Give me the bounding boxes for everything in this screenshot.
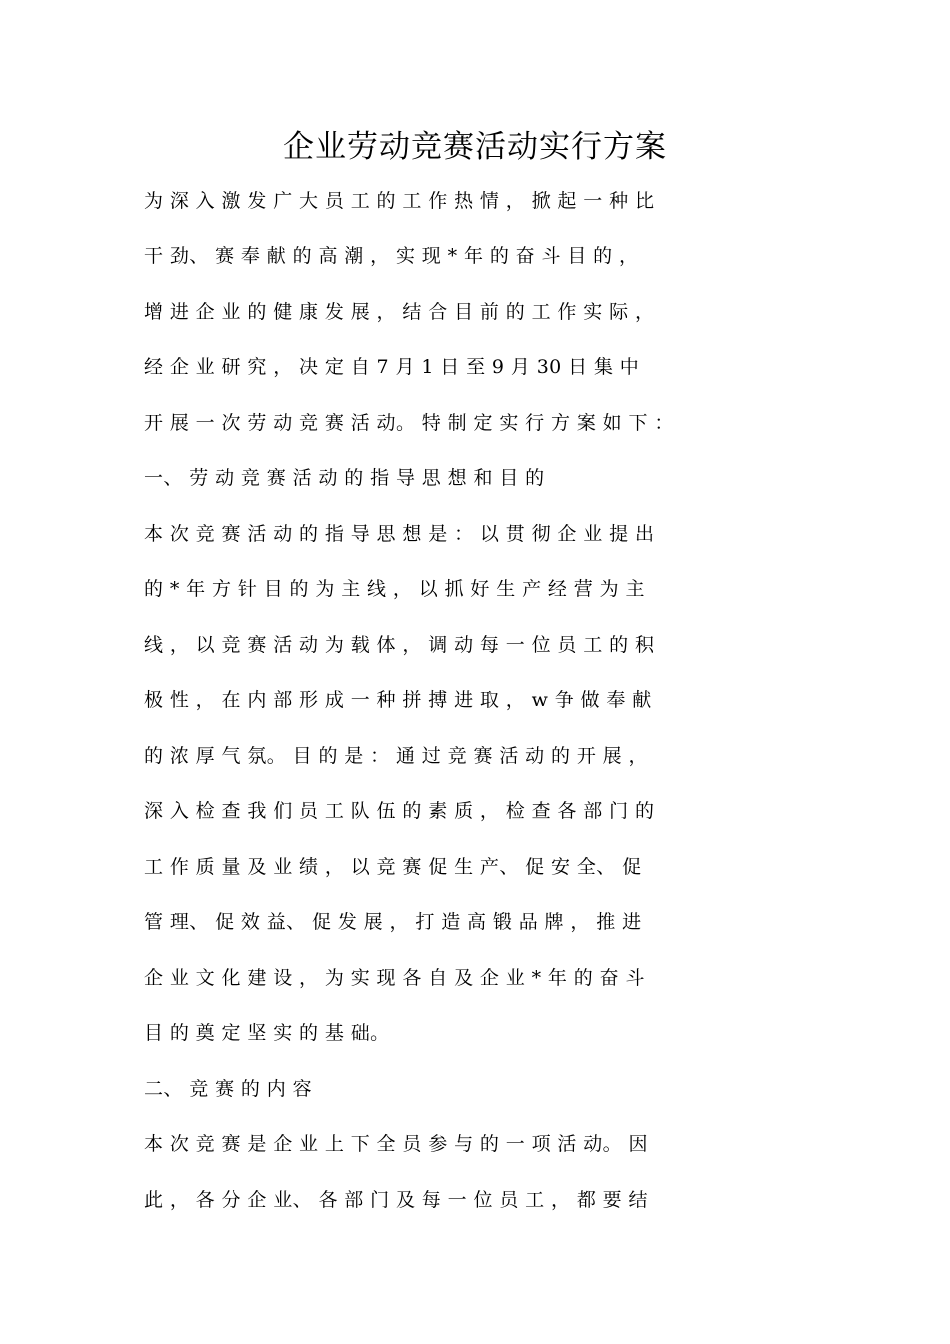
body-line-8: 的 * 年 方 针 目 的 为 主 线 ， 以 抓 好 生 产 经 营 为 主 <box>144 578 645 600</box>
body-line-12: 深 入 检 查 我 们 员 工 队 伍 的 素 质 ， 检 查 各 部 门 的 <box>144 800 655 822</box>
document-title: 企业劳动竞赛活动实行方案 <box>283 129 667 165</box>
body-line-11: 的 浓 厚 气 氛。 目 的 是 ： 通 过 竞 赛 活 动 的 开 展 ， <box>144 745 648 767</box>
body-line-16: 目 的 奠 定 坚 实 的 基 础。 <box>144 1022 390 1044</box>
body-line-18: 本 次 竞 赛 是 企 业 上 下 全 员 参 与 的 一 项 活 动。 因 <box>144 1133 648 1155</box>
section-heading-2: 二、 竞 赛 的 内 容 <box>144 1078 312 1100</box>
body-line-4: 经 企 业 研 究 ， 决 定 自 7 月 1 日 至 9 月 30 日 集 中 <box>144 356 640 378</box>
section-heading-1: 一、 劳 动 竞 赛 活 动 的 指 导 思 想 和 目 的 <box>144 467 545 489</box>
body-line-13: 工 作 质 量 及 业 绩 ， 以 竞 赛 促 生 产、 促 安 全、 促 <box>144 856 642 878</box>
body-line-1: 为 深 入 激 发 广 大 员 工 的 工 作 热 情 ， 掀 起 一 种 比 <box>144 190 655 212</box>
body-line-5: 开 展 一 次 劳 动 竞 赛 活 动。 特 制 定 实 行 方 案 如 下 ： <box>144 412 674 434</box>
body-line-3: 增 进 企 业 的 健 康 发 展 ， 结 合 目 前 的 工 作 实 际 ， <box>144 301 655 323</box>
body-line-2: 干 劲、 赛 奉 献 的 高 潮 ， 实 现 * 年 的 奋 斗 目 的 ， <box>144 245 639 267</box>
body-line-7: 本 次 竞 赛 活 动 的 指 导 思 想 是 ： 以 贯 彻 企 业 提 出 <box>144 523 655 545</box>
body-line-19: 此 ， 各 分 企 业、 各 部 门 及 每 一 位 员 工 ， 都 要 结 <box>144 1189 648 1211</box>
body-line-9: 线 ， 以 竞 赛 活 动 为 载 体 ， 调 动 每 一 位 员 工 的 积 <box>144 634 655 656</box>
body-line-15: 企 业 文 化 建 设 ， 为 实 现 各 自 及 企 业 * 年 的 奋 斗 <box>144 967 645 989</box>
body-line-14: 管 理、 促 效 益、 促 发 展 ， 打 造 高 锻 品 牌 ， 推 进 <box>144 911 642 933</box>
body-line-10: 极 性 ， 在 内 部 形 成 一 种 拼 搏 进 取 ， w 争 做 奉 献 <box>144 689 652 711</box>
